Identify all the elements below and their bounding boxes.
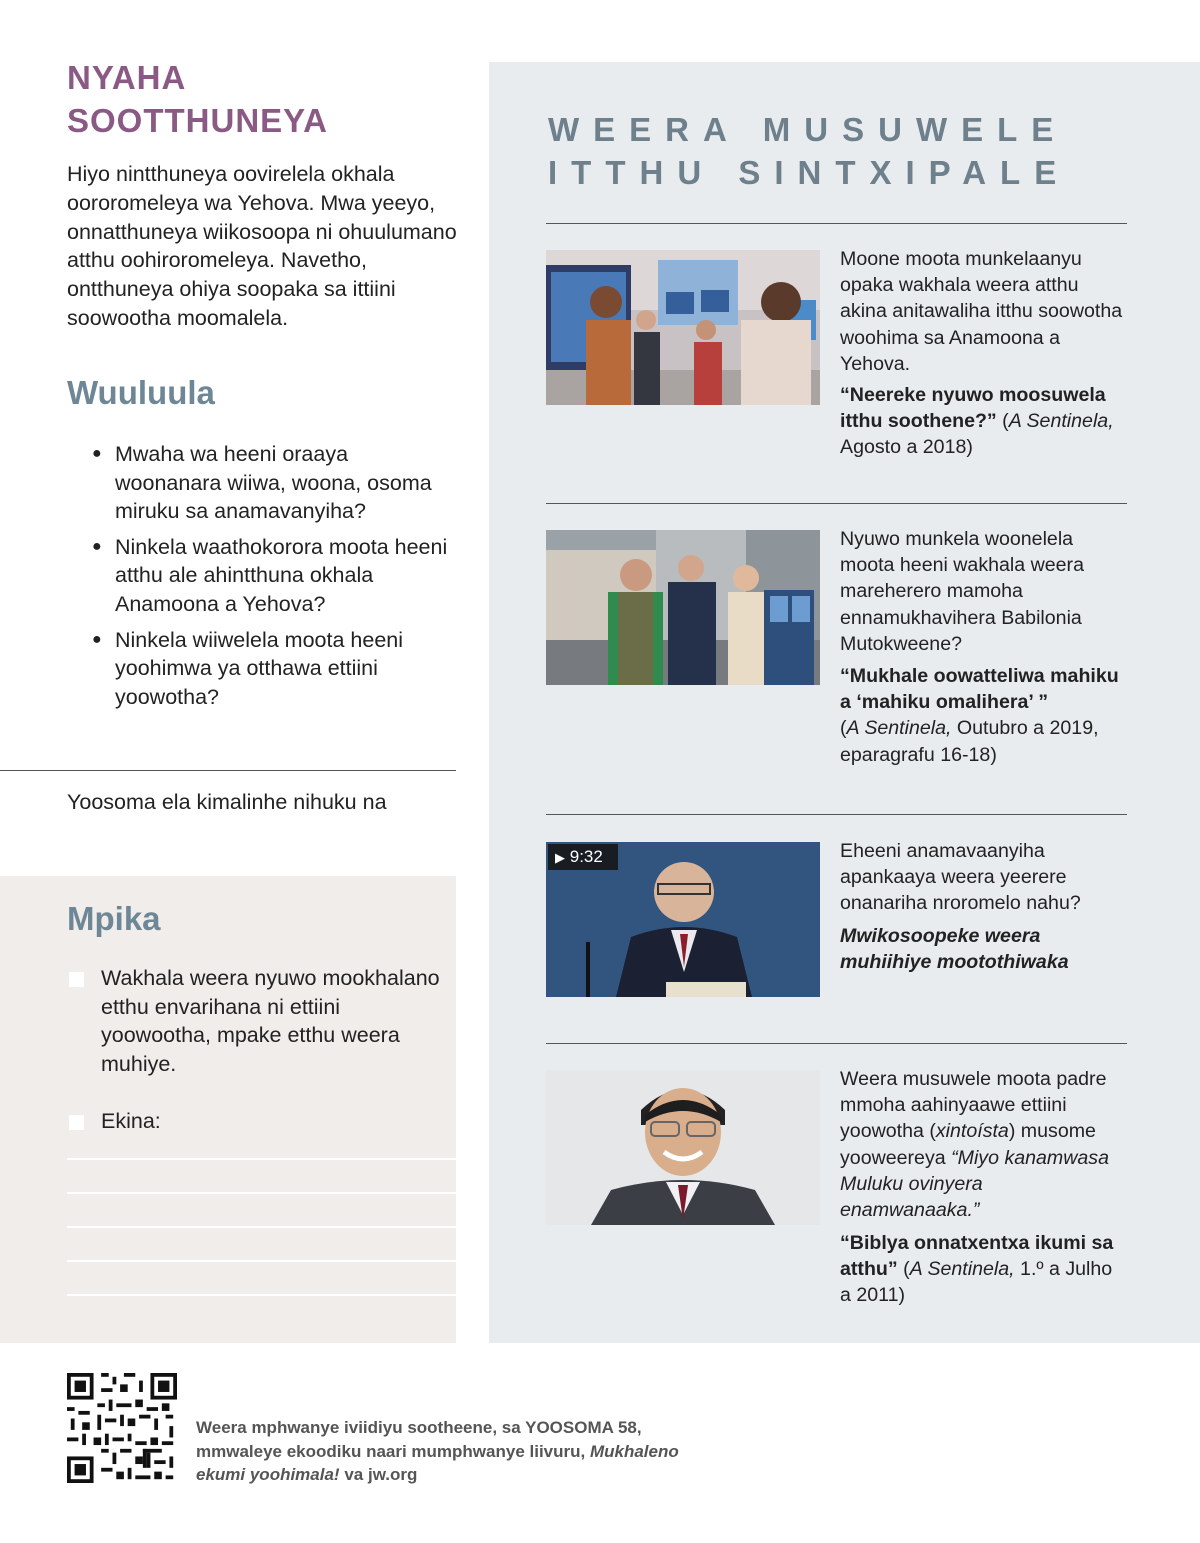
description-part: Weera musuwele moota padre mmoha aahinyaawe ettiini yoowotha ( bbox=[840, 1068, 1107, 1143]
divider bbox=[546, 1043, 1127, 1044]
description-term: xintoísta bbox=[935, 1120, 1009, 1143]
summary-text: Hiyo nintthuneya oovirelela okhala oororomeleya wa Yehova. Mwa yeeyo, onnatthuneya wiikosoopa ni ohuulumano atthu oohiroromeleya. Navetho, ontthuneya ohiya soopaka sa ittiini soowootha moomalela. bbox=[67, 162, 457, 330]
video-reference[interactable] bbox=[840, 923, 1100, 975]
explore-title: WEERA MUSUWELE ITTHU SINTXIPALE bbox=[548, 111, 1071, 191]
try-title: Mpika bbox=[67, 900, 161, 937]
article-title: “Neereke nyuwo moosuwela itthu soothene?” bbox=[840, 384, 1106, 433]
description-part: ) musome yooweereya bbox=[840, 1120, 1096, 1169]
article-description: Nyuwo munkela woonelela moota heeni wakhala weera mareherero mamoha ennamukhavihera Babilonia Mutokweene? bbox=[840, 528, 1084, 655]
write-line[interactable] bbox=[67, 1158, 456, 1160]
publication-name: A Sentinela, bbox=[909, 1258, 1015, 1281]
bullet-icon: ● bbox=[92, 537, 102, 555]
review-item-text: Mwaha wa heeni oraaya woonanara wiiwa, woona, osoma miruku sa anamavanyiha? bbox=[115, 442, 432, 524]
article-reference[interactable]: “Neereke nyuwo moosuwela itthu soothene?” (A Sentinela, Agosto a 2018) bbox=[840, 384, 1114, 459]
divider bbox=[546, 814, 1127, 815]
review-item-text: Ninkela waathokorora moota heeni atthu ale ahintthuna okhala Anamoona a Yehova? bbox=[115, 534, 448, 616]
bullet-icon: ● bbox=[92, 630, 102, 648]
footer-link[interactable]: va jw.org bbox=[344, 1465, 418, 1484]
article-image-mall-screens[interactable] bbox=[546, 250, 820, 405]
footer-text bbox=[196, 1416, 716, 1487]
description-quote: “Miyo kanamwasa Muluku ovinyera enamwanaaka.” bbox=[840, 1146, 1109, 1222]
article-image-street-witnessing[interactable] bbox=[546, 530, 820, 685]
publication-date: Agosto a 2018) bbox=[840, 436, 973, 459]
review-list bbox=[92, 440, 452, 718]
write-line[interactable] bbox=[67, 1294, 456, 1296]
article-description: Moone moota munkelaanyu opaka wakhala weera atthu akina anitawaliha itthu soowotha woohima sa Anamoona a Yehova. bbox=[840, 248, 1123, 375]
video-description: Eheeni anamavaanyiha apankaaya weera yeerere onanariha nroromelo nahu? bbox=[840, 840, 1081, 915]
try-item-text: Wakhala weera nyuwo mookhalano etthu envarihana ni ettiini yoowootha, mpake etthu weera muhiye. bbox=[101, 966, 440, 1076]
illustration bbox=[546, 530, 820, 685]
bullet-icon: ● bbox=[92, 445, 102, 462]
checkbox[interactable] bbox=[69, 972, 84, 987]
book-title: Mukhaleno ekumi yoohimala! bbox=[196, 1441, 679, 1484]
video-duration: 9:32 bbox=[569, 847, 603, 866]
divider bbox=[0, 770, 456, 771]
review-item bbox=[92, 440, 452, 526]
review-title: Wuuluula bbox=[67, 374, 215, 411]
summary-title: NYAHA SOOTTHUNEYA bbox=[67, 59, 328, 139]
write-line[interactable] bbox=[67, 1226, 456, 1228]
publication-date: 1.º a Julho a 2011) bbox=[840, 1258, 1113, 1307]
checkbox[interactable] bbox=[69, 1115, 84, 1130]
try-other-label: Ekina: bbox=[101, 1109, 161, 1133]
article-title: “Mukhale oowatteliwa mahiku a ‘mahiku omalihera’ ” bbox=[840, 665, 1119, 714]
write-line[interactable] bbox=[67, 1260, 456, 1262]
reading-note: Yoosoma ela kimalinhe nihuku na bbox=[67, 790, 387, 814]
review-item-text: Ninkela wiiwelela moota heeni yoohimwa ya otthawa ettiini yoowotha? bbox=[115, 627, 404, 709]
play-icon: ▶ bbox=[555, 850, 565, 865]
try-box bbox=[0, 876, 456, 1343]
video-title: Mwikosoopeke weera muhiihiye mootothiwaka bbox=[840, 925, 1069, 974]
publication-name: A Sentinela, bbox=[1008, 410, 1114, 433]
article-description bbox=[840, 1066, 1125, 1223]
video-duration-badge bbox=[548, 844, 618, 870]
footer-line: Weera mphwanye iviidiyu sootheene, sa YOOSOMA 58, mmwaleye ekoodiku naari mumphwanye liivuru, bbox=[196, 1418, 642, 1461]
publication-name: A Sentinela, bbox=[846, 717, 952, 740]
write-line[interactable] bbox=[67, 1192, 456, 1194]
review-item bbox=[92, 626, 452, 712]
article-reference[interactable]: “Mukhale oowatteliwa mahiku a ‘mahiku omalihera’ ” (A Sentinela, Outubro a 2019, eparagrafu 16-18) bbox=[840, 665, 1119, 766]
qr-code[interactable] bbox=[67, 1373, 177, 1483]
illustration bbox=[546, 250, 820, 405]
review-item bbox=[92, 533, 452, 619]
publication-date: Outubro a 2019, eparagrafu 16-18) bbox=[840, 717, 1099, 766]
divider bbox=[546, 223, 1127, 224]
article-reference[interactable]: “Biblya onnatxentxa ikumi sa atthu” (A Sentinela, 1.º a Julho a 2011) bbox=[840, 1232, 1114, 1307]
article-title: “Biblya onnatxentxa ikumi sa atthu” bbox=[840, 1232, 1114, 1281]
illustration bbox=[546, 1070, 820, 1225]
divider bbox=[546, 503, 1127, 504]
article-image-portrait[interactable] bbox=[546, 1070, 820, 1225]
